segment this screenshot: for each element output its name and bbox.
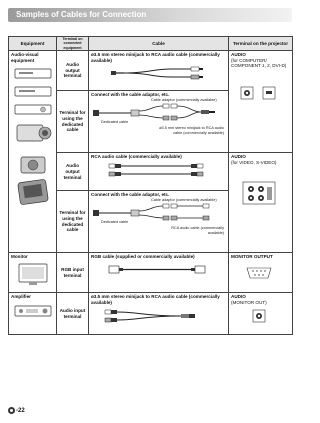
amplifier-illustration <box>11 302 55 324</box>
table-row <box>9 293 293 335</box>
table-row <box>9 253 293 293</box>
header-terminal-equipment: Terminal on connected equipment <box>57 37 89 51</box>
cable-adaptor-label: Cable adaptor (commercially available) <box>151 97 217 102</box>
cable-description: RCA audio cable (commercially available) <box>91 154 182 160</box>
cable-description: Connect with the cable adaptor, etc. <box>91 192 170 198</box>
equipment-cell <box>9 293 57 335</box>
cable-cell <box>89 153 229 191</box>
rgb-cable-icon <box>91 260 225 280</box>
cable-cell <box>89 91 229 153</box>
header-equipment: Equipment <box>9 37 57 51</box>
projector-terminal-cell <box>229 153 293 253</box>
cable-cell <box>89 253 229 293</box>
projector-terminal-note: (for VIDEO, S-VIDEO) <box>231 159 277 165</box>
terminal-cell: Terminal for using the dedicated cable <box>57 191 89 253</box>
terminal-cell: Audio output terminal <box>57 153 89 191</box>
av-input-panel-icon <box>231 180 287 206</box>
cable-cell <box>89 293 229 335</box>
terminal-cell: Terminal for using the dedicated cable <box>57 91 89 153</box>
page-number <box>8 407 25 414</box>
projector-terminal-cell <box>229 50 293 152</box>
rca-audio-cable-icon <box>91 160 225 184</box>
rca-to-minijack-cable-icon <box>91 306 225 328</box>
projector-terminal-name: AUDIO <box>231 154 246 160</box>
cable-description: Connect with the cable adaptor, etc. <box>91 92 170 98</box>
cable-adaptor-label: Cable adaptor (commercially available) <box>151 197 217 202</box>
projector-terminal-cell <box>229 253 293 293</box>
dedicated-cable-label: Dedicated cable <box>101 119 129 124</box>
vga-port-icon <box>231 264 287 282</box>
page-number-text: -22 <box>16 407 25 414</box>
av-equipment-illustration <box>11 65 55 215</box>
audio-out-jack-icon <box>231 308 287 324</box>
projector-terminal-name: MONITOR OUTPUT <box>231 254 273 260</box>
cable-description: ø3.5 mm stereo minijack to RCA audio cable (commercially available) <box>91 51 220 63</box>
section-title-bar <box>8 8 292 22</box>
audio-jack-icon <box>231 83 287 105</box>
terminal-cell: Audio input terminal <box>57 293 89 335</box>
cable-cell <box>89 191 229 253</box>
dedicated-cable-label: Dedicated cable <box>101 219 129 224</box>
equipment-cell <box>9 50 57 252</box>
minijack-to-rca-cable-icon <box>91 63 225 87</box>
equipment-name: Audio-visual equipment <box>11 51 39 63</box>
projector-terminal-name: AUDIO <box>231 51 246 57</box>
projector-terminal-name: AUDIO <box>231 294 246 300</box>
equipment-cell <box>9 253 57 293</box>
section-title: Samples of Cables for Connection <box>16 10 147 19</box>
extra-cable-label: RCA audio cable (commercially available) <box>171 225 224 235</box>
cable-table <box>8 36 293 335</box>
cable-description: ø3.5 mm stereo minijack to RCA audio cable (commercially available) <box>91 294 220 305</box>
terminal-cell: Audio output terminal <box>57 50 89 90</box>
cable-cell <box>89 50 229 90</box>
adaptor-illustration <box>91 198 226 240</box>
page-marker-icon <box>8 407 15 414</box>
cable-description: RGB cable (supplied or commercially available) <box>91 254 195 260</box>
header-cable: Cable <box>89 37 229 51</box>
adaptor-illustration <box>91 98 226 140</box>
table-row <box>9 50 293 90</box>
header-terminal-projector: Terminal on the projector <box>229 37 293 51</box>
monitor-illustration <box>11 262 55 288</box>
equipment-name: Monitor <box>11 254 28 260</box>
projector-terminal-note: (MONITOR OUT) <box>231 299 267 305</box>
terminal-cell: RGB input terminal <box>57 253 89 293</box>
projector-terminal-cell <box>229 293 293 335</box>
equipment-name: Amplifier <box>11 294 31 300</box>
projector-terminal-note: (for COMPUTER/ COMPONENT 1, 2, DVI-D) <box>231 57 287 69</box>
extra-cable-label: ø3.5 mm stereo minijack to RCA audio cable (commercially available) <box>159 125 224 135</box>
table-header-row <box>9 37 293 51</box>
